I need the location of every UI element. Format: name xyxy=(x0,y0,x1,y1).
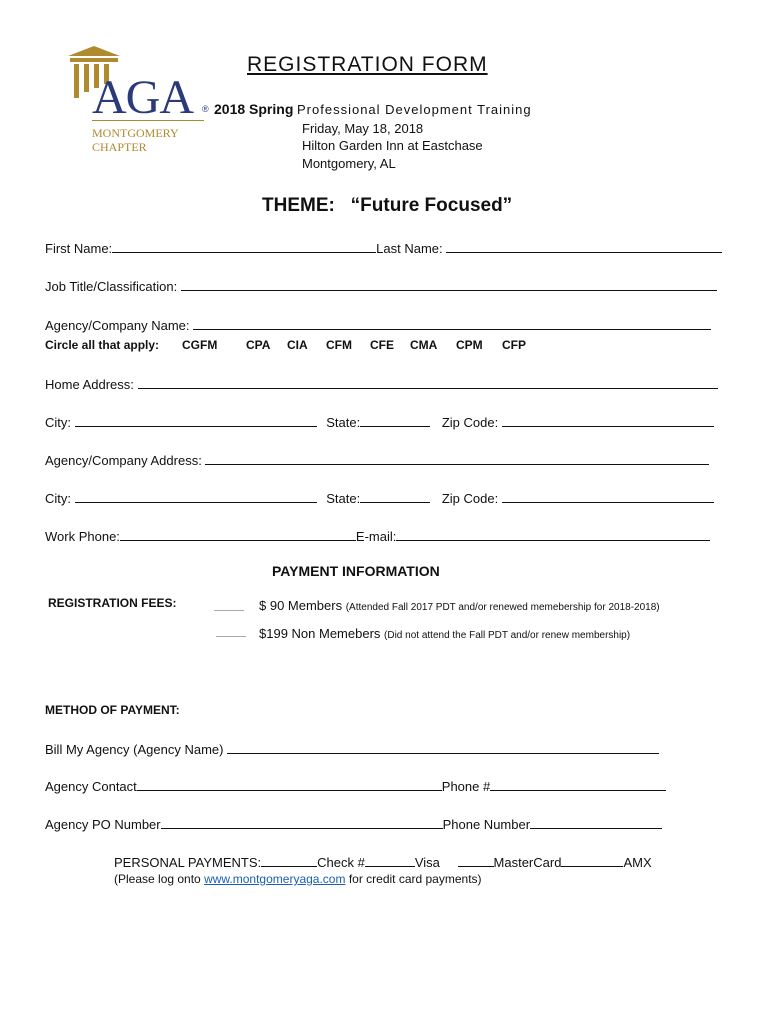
state2-label: State: xyxy=(326,491,361,506)
zip2-field[interactable] xyxy=(502,489,714,503)
event-city: Montgomery, AL xyxy=(302,156,396,171)
first-name-field[interactable] xyxy=(112,239,376,253)
cert-cfm[interactable]: CFM xyxy=(326,338,352,352)
agency-contact-row xyxy=(45,777,666,794)
city-state-zip-row xyxy=(45,413,714,430)
aga-logo xyxy=(64,42,212,162)
theme-line xyxy=(262,195,512,217)
last-name-label: Last Name: xyxy=(376,241,443,256)
mastercard-blank[interactable] xyxy=(458,853,494,867)
work-phone-label: Work Phone: xyxy=(45,529,120,544)
cert-cia[interactable]: CIA xyxy=(287,338,308,352)
cert-cgfm[interactable]: CGFM xyxy=(182,338,218,352)
agency-address-label: Agency/Company Address: xyxy=(45,453,202,468)
nonmember-note: (Did not attend the Fall PDT and/or renew membership) xyxy=(384,630,631,641)
state-field[interactable] xyxy=(360,413,430,427)
job-title-field[interactable] xyxy=(181,277,717,291)
member-fee-line xyxy=(259,598,660,613)
home-address-field[interactable] xyxy=(138,375,718,389)
logo-chapter-line1: MONTGOMERY xyxy=(92,126,179,140)
state-label: State: xyxy=(326,415,361,430)
last-name-field[interactable] xyxy=(446,239,722,253)
circle-label: Circle all that apply: xyxy=(45,338,160,352)
check-label: Check # xyxy=(317,855,365,870)
first-name-label: First Name: xyxy=(45,241,113,256)
logon-prefix: (Please log onto xyxy=(114,872,201,886)
event-line xyxy=(214,101,532,117)
email-field[interactable] xyxy=(396,527,710,541)
form-title: REGISTRATION FORM xyxy=(247,53,488,76)
cert-cpm[interactable]: CPM xyxy=(456,338,483,352)
mastercard-label: MasterCard xyxy=(493,855,562,870)
logo-chapter-line2: CHAPTER xyxy=(92,140,147,154)
job-title-label: Job Title/Classification: xyxy=(45,279,178,294)
zip-field[interactable] xyxy=(502,413,714,427)
nonmember-fee-line xyxy=(259,626,630,641)
city2-field[interactable] xyxy=(75,489,317,503)
zip-label: Zip Code: xyxy=(441,415,499,430)
personal-payments-row xyxy=(114,853,652,870)
logo-divider xyxy=(92,120,204,121)
nonmember-price: $199 Non Memebers xyxy=(259,626,381,641)
agency-name-field[interactable] xyxy=(193,316,711,330)
agency-city-state-zip-row xyxy=(45,489,714,506)
agency-name-label: Agency/Company Name: xyxy=(45,318,190,333)
nonmember-checkline[interactable] xyxy=(216,636,246,637)
personal-payments-label: PERSONAL PAYMENTS: xyxy=(114,855,262,870)
logon-suffix: for credit card payments) xyxy=(348,872,482,886)
theme-value: “Future Focused” xyxy=(350,195,513,216)
fees-label: REGISTRATION FEES: xyxy=(48,596,177,610)
city-label: City: xyxy=(45,415,71,430)
bill-agency-field[interactable] xyxy=(227,740,659,754)
event-venue: Hilton Garden Inn at Eastchase xyxy=(302,138,483,153)
logo-abbrev: AGA xyxy=(92,71,193,124)
agency-contact-field[interactable] xyxy=(137,777,442,791)
agency-name-row xyxy=(45,316,711,333)
theme-label: THEME: xyxy=(262,195,335,216)
city-field[interactable] xyxy=(75,413,317,427)
cert-cfe[interactable]: CFE xyxy=(370,338,394,352)
cert-cpa[interactable]: CPA xyxy=(246,338,271,352)
work-phone-field[interactable] xyxy=(120,527,356,541)
phone-hash-field[interactable] xyxy=(490,777,666,791)
amx-blank[interactable] xyxy=(561,853,623,867)
logon-note xyxy=(114,872,482,886)
agency-po-field[interactable] xyxy=(161,815,443,829)
member-checkline[interactable] xyxy=(214,610,244,611)
agency-contact-label: Agency Contact xyxy=(45,779,137,794)
phone-number-label: Phone Number xyxy=(442,817,531,832)
method-heading: METHOD OF PAYMENT: xyxy=(45,703,180,717)
website-link[interactable]: www.montgomeryaga.com xyxy=(204,872,346,886)
cert-cma[interactable]: CMA xyxy=(410,338,438,352)
member-note: (Attended Fall 2017 PDT and/or renewed memebership for 2018-2018) xyxy=(345,602,660,613)
agency-po-row xyxy=(45,815,662,832)
home-address-row xyxy=(45,375,718,392)
event-name: Professional Development Training xyxy=(297,102,532,117)
visa-label: Visa xyxy=(414,855,440,870)
email-label: E-mail: xyxy=(355,529,397,544)
phone-number-field[interactable] xyxy=(530,815,662,829)
event-season: 2018 Spring xyxy=(214,101,294,117)
event-date: Friday, May 18, 2018 xyxy=(302,121,424,136)
visa-blank[interactable] xyxy=(365,853,415,867)
city2-label: City: xyxy=(45,491,71,506)
bill-agency-row xyxy=(45,740,659,757)
agency-address-field[interactable] xyxy=(205,451,709,465)
amx-label: AMX xyxy=(623,855,652,870)
payment-heading: PAYMENT INFORMATION xyxy=(272,563,440,579)
agency-po-label: Agency PO Number xyxy=(45,817,161,832)
cert-cfp[interactable]: CFP xyxy=(502,338,526,352)
state2-field[interactable] xyxy=(360,489,430,503)
check-blank[interactable] xyxy=(261,853,317,867)
phone-email-row xyxy=(45,527,710,544)
home-address-label: Home Address: xyxy=(45,377,134,392)
agency-address-row xyxy=(45,451,709,468)
name-row xyxy=(45,239,722,256)
job-title-row xyxy=(45,277,717,294)
bill-agency-label: Bill My Agency (Agency Name) xyxy=(45,742,224,757)
member-price: $ 90 Members xyxy=(259,598,343,613)
phone-hash-label: Phone # xyxy=(441,779,491,794)
registered-mark: ® xyxy=(202,104,209,114)
zip2-label: Zip Code: xyxy=(441,491,499,506)
